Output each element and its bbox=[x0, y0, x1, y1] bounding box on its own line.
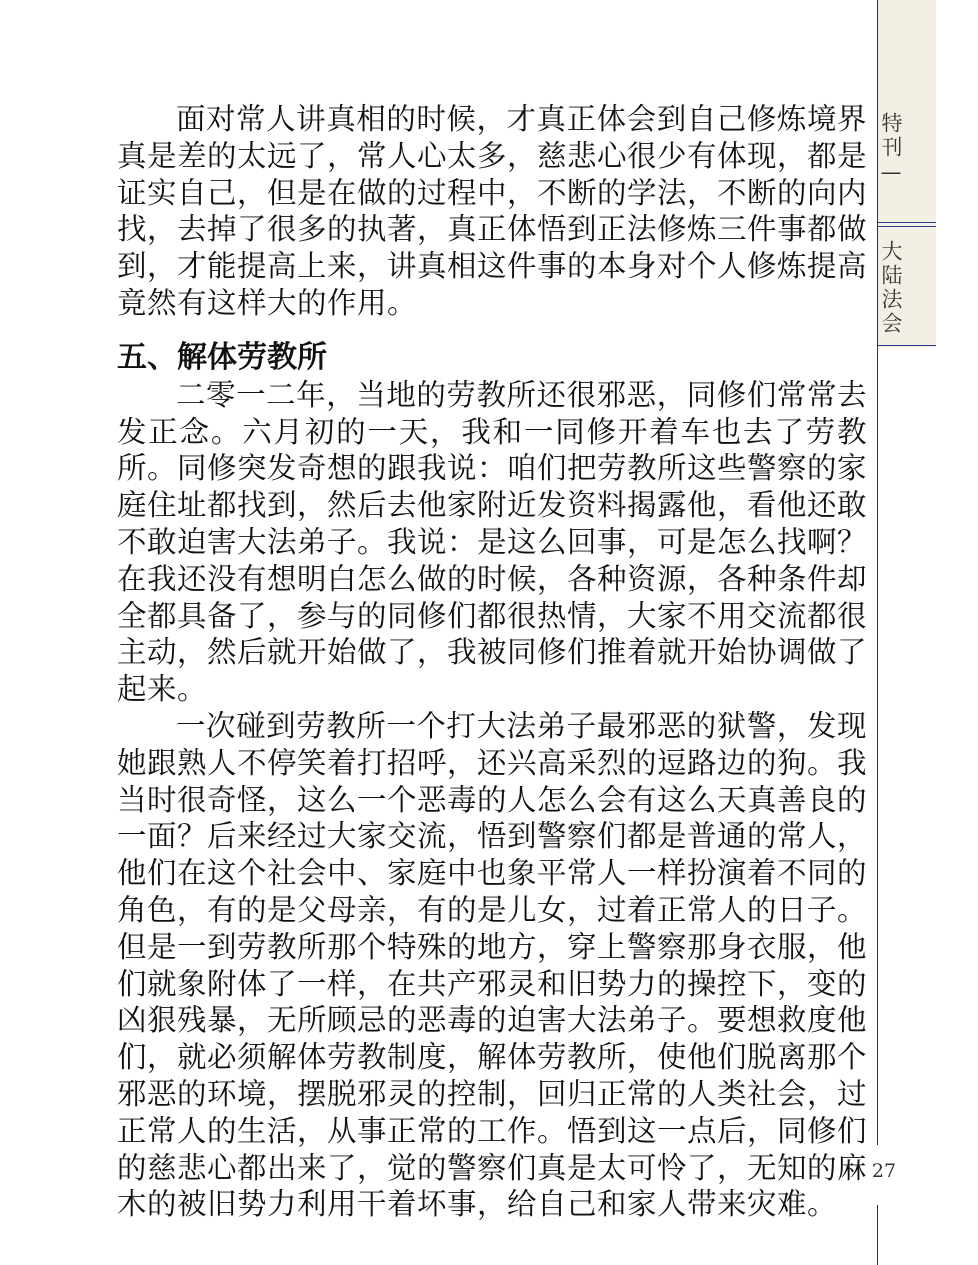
subsection-label: 大陆法会 bbox=[879, 240, 903, 336]
paragraph: 二零一二年，当地的劳教所还很邪恶，同修们常常去发正念。六月初的一天，我和一同修开着车也去了劳教所。同修突发奇想的跟我说：咱们把劳教所这些警察的家庭住址都找到，然后去他家附近发资料揭露他，看他还敢不敢迫害大法弟子。我说：是这么回事，可是怎么找啊？在我还没有想明白怎么做的时候，各种资源，各种条件却全都具备了，参与的同修们都很热情，大家不用交流都很主动，然后就开始做了，我被同修们推着就开始协调做了起来。 bbox=[117, 377, 868, 707]
section-heading: 五、解体劳教所 bbox=[117, 339, 327, 375]
section-tab-divider bbox=[878, 222, 936, 227]
article-body bbox=[117, 101, 867, 1223]
section-tab-bottom-rule bbox=[878, 345, 936, 346]
paragraph: 面对常人讲真相的时候，才真正体会到自己修炼境界真是差的太远了，常人心太多，慈悲心很少有体现，都是证实自己，但是在做的过程中，不断的学法，不断的向内找，去掉了很多的执著，真正体悟到正法修炼三件事都做到，才能提高上来，讲真相这件事的本身对个人修炼提高竟然有这样大的作用。 bbox=[117, 102, 868, 320]
section-tab-top bbox=[878, 0, 936, 222]
section-tab bbox=[878, 0, 936, 347]
section-label: 特刊— bbox=[879, 112, 903, 187]
page-number: 27 bbox=[871, 1160, 897, 1182]
paragraph: 一次碰到劳教所一个打大法弟子最邪恶的狱警，发现她跟熟人不停笑着打招呼，还兴高采烈的逗路边的狗。我当时很奇怪，这么一个恶毒的人怎么会有这么天真善良的一面？后来经过大家交流，悟到警察们都是普通的常人，他们在这个社会中、家庭中也象平常人一样扮演着不同的角色，有的是父母亲，有的是儿女，过着正常人的日子。但是一到劳教所那个特殊的地方，穿上警察那身衣服，他们就象附体了一样，在共产邪灵和旧势力的操控下，变的凶狠残暴，无所顾忌的恶毒的迫害大法弟子。要想救度他们，就必须解体劳教制度，解体劳教所，使他们脱离那个邪恶的环境，摆脱邪灵的控制，回归正常的人类社会，过正常人的生活，从事正常的工作。悟到这一点后，同修们的慈悲心都出来了，觉的警察们真是太可怜了，无知的麻木的被旧势力利用干着坏事，给自己和家人带来灾难。 bbox=[117, 708, 868, 1222]
margin-rule-lower bbox=[877, 1205, 878, 1265]
